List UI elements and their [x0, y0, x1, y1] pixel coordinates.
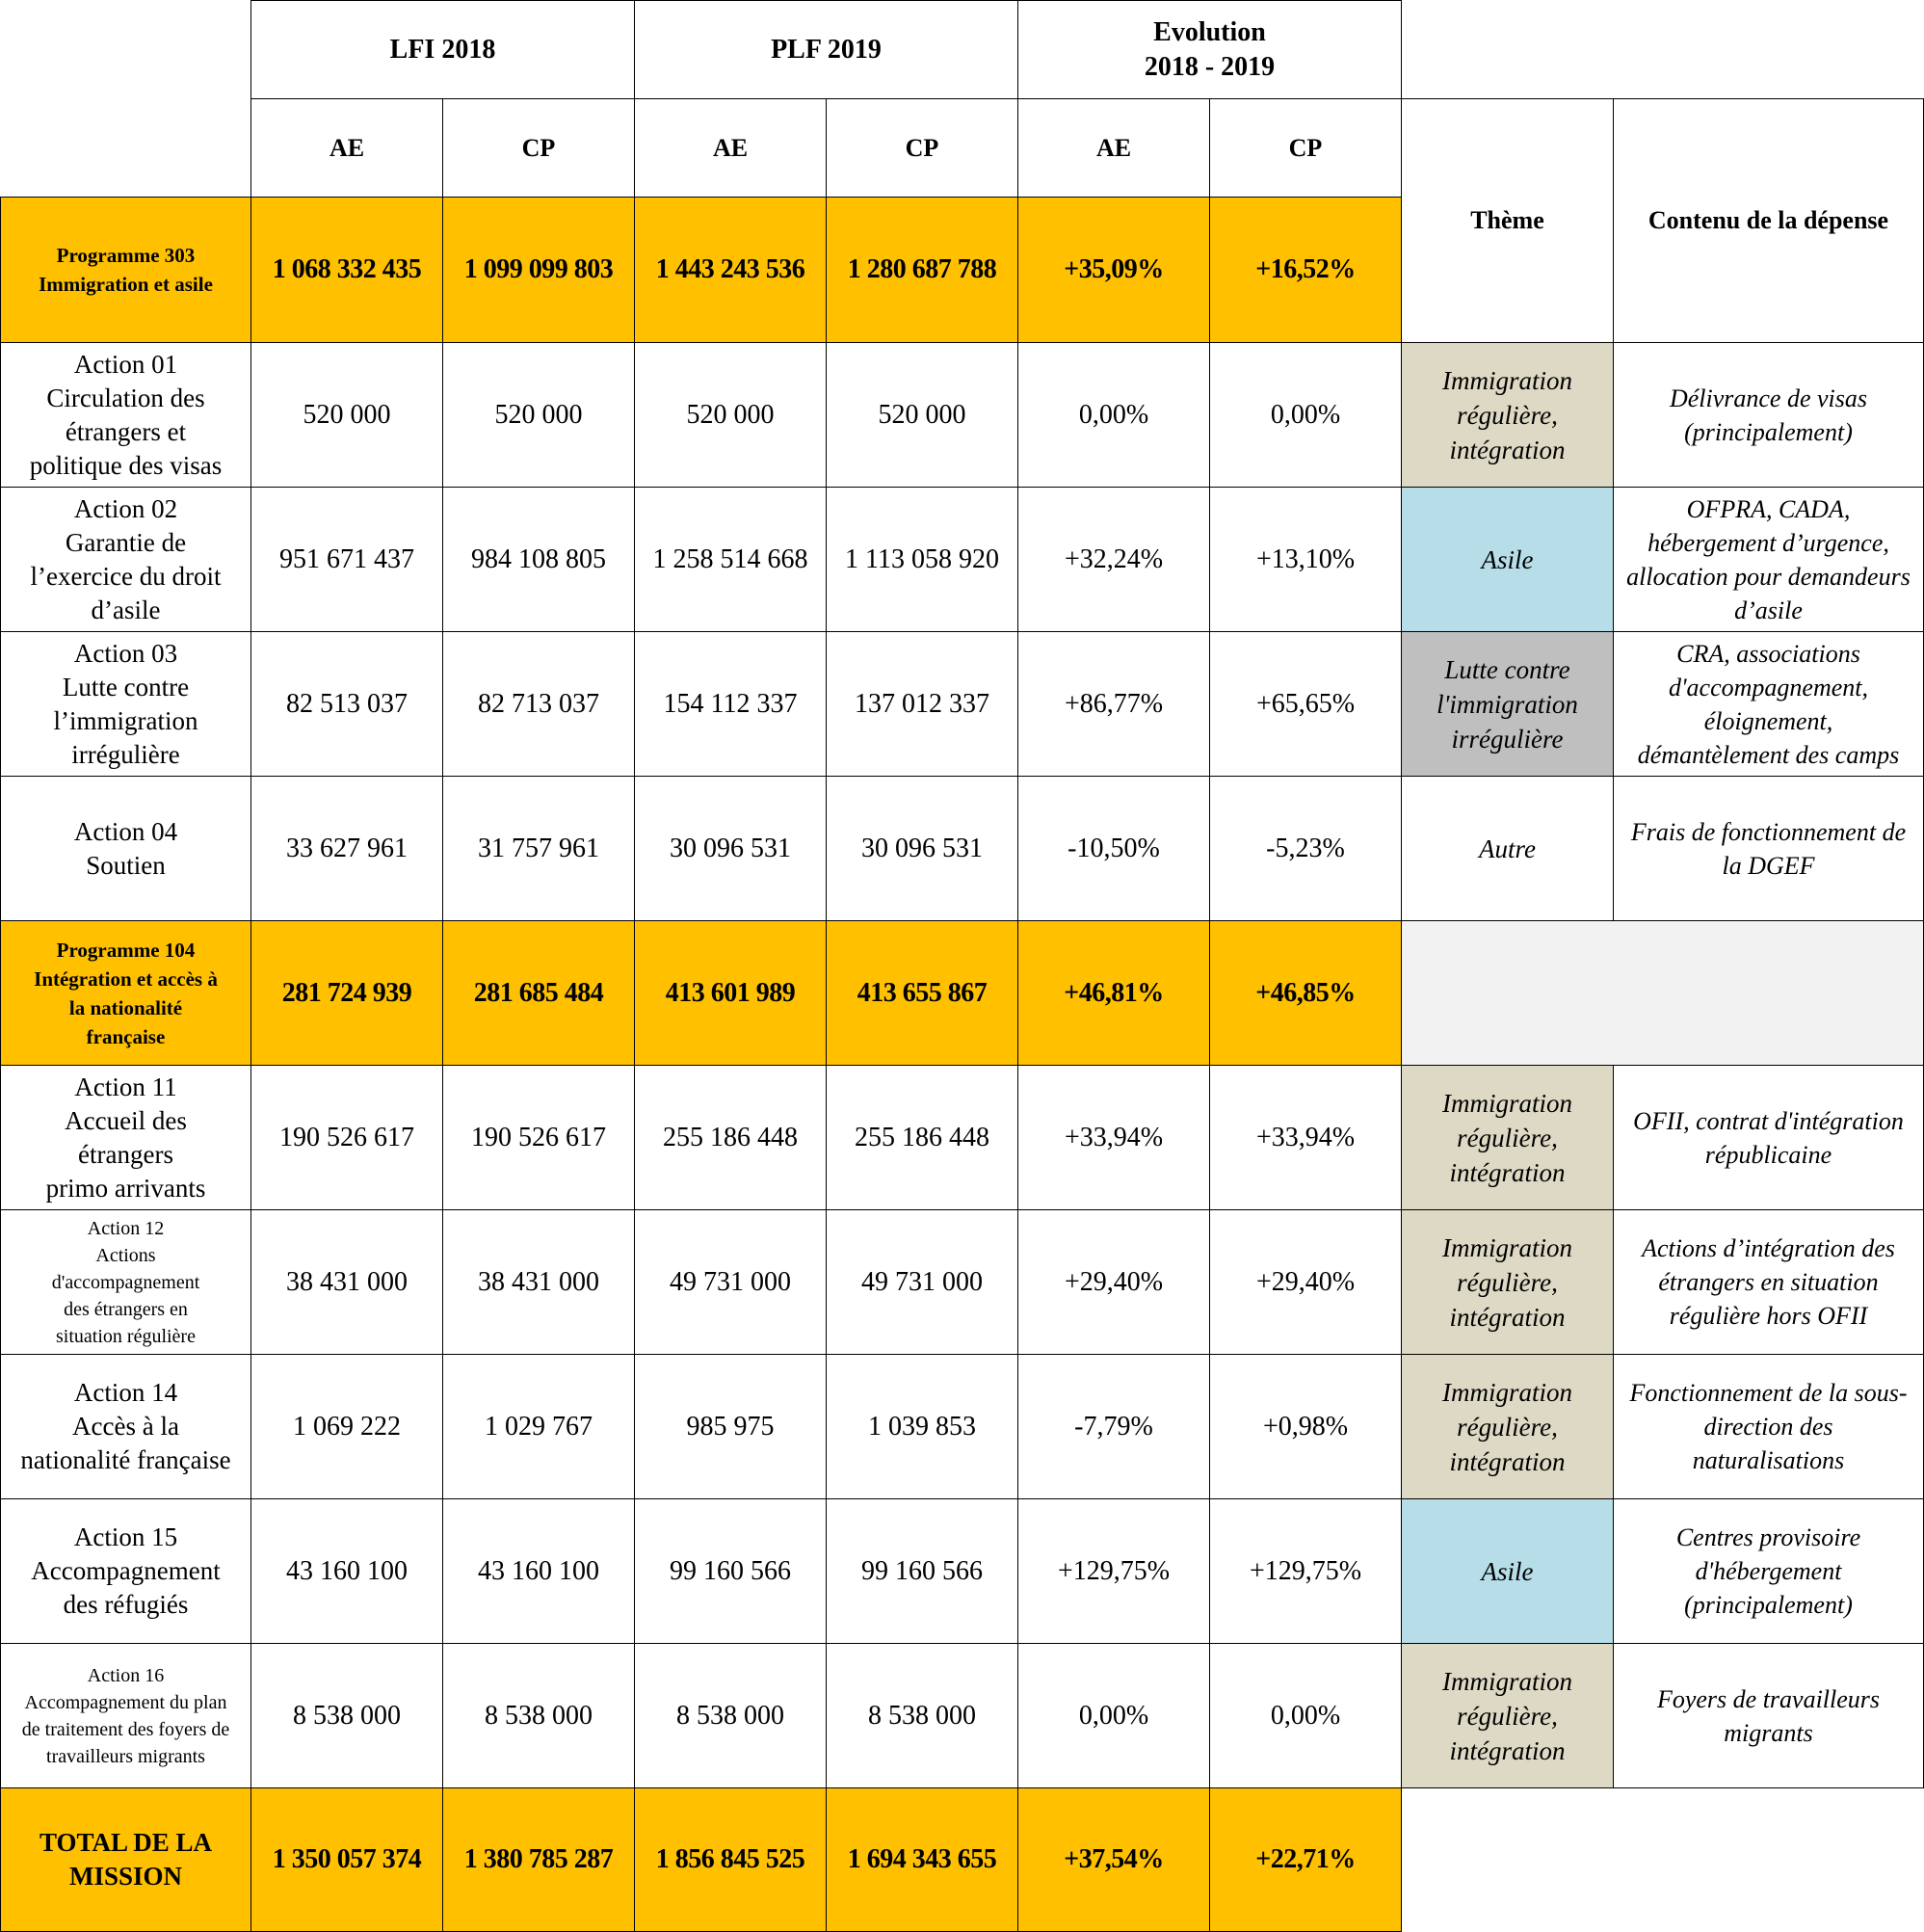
row-evo-ae: +35,09% — [1017, 197, 1210, 343]
header-evolution: Evolution 2018 - 2019 — [1017, 0, 1402, 99]
row-evo-cp: +16,52% — [1209, 197, 1402, 343]
row-theme: Immigration régulière, intégration — [1401, 1643, 1614, 1788]
row-evo-ae: +33,94% — [1017, 1065, 1210, 1210]
row-lfi-cp: 190 526 617 — [442, 1065, 635, 1210]
empty-shaded-cell — [1401, 920, 1924, 1066]
row-lfi-ae: 190 526 617 — [250, 1065, 443, 1210]
row-plf-cp: 30 096 531 — [826, 776, 1018, 921]
row-contenu: OFPRA, CADA, hébergement d’urgence, allocation pour demandeurs d’asile — [1613, 487, 1924, 632]
row-evo-cp: +46,85% — [1209, 920, 1402, 1066]
row-lfi-cp: 31 757 961 — [442, 776, 635, 921]
row-plf-cp: 255 186 448 — [826, 1065, 1018, 1210]
row-plf-ae: 1 443 243 536 — [634, 197, 827, 343]
row-label: Programme 303 Immigration et asile — [0, 197, 251, 343]
total-lfi-ae: 1 350 057 374 — [250, 1787, 443, 1932]
row-label: Action 11 Accueil des étrangers primo arrivants — [0, 1065, 251, 1210]
row-contenu: CRA, associations d'accompagnement, éloignement, démantèlement des camps — [1613, 631, 1924, 777]
row-lfi-ae: 520 000 — [250, 342, 443, 488]
row-label: Action 04 Soutien — [0, 776, 251, 921]
row-evo-cp: +29,40% — [1209, 1209, 1402, 1355]
row-label: Action 03 Lutte contre l’immigration irrégulière — [0, 631, 251, 777]
row-lfi-cp: 1 099 099 803 — [442, 197, 635, 343]
row-theme: Immigration régulière, intégration — [1401, 1354, 1614, 1499]
row-plf-ae: 8 538 000 — [634, 1643, 827, 1788]
header-lfi-2018: LFI 2018 — [250, 0, 635, 99]
row-theme: Lutte contre l'immigration irrégulière — [1401, 631, 1614, 777]
row-lfi-cp: 43 160 100 — [442, 1498, 635, 1644]
header-plf-2019: PLF 2019 — [634, 0, 1018, 99]
row-plf-ae: 985 975 — [634, 1354, 827, 1499]
row-theme: Immigration régulière, intégration — [1401, 1209, 1614, 1355]
row-lfi-ae: 281 724 939 — [250, 920, 443, 1066]
row-evo-cp: 0,00% — [1209, 342, 1402, 488]
row-label: Programme 104 Intégration et accès à la nationalité française — [0, 920, 251, 1066]
row-theme: Immigration régulière, intégration — [1401, 1065, 1614, 1210]
row-theme: Asile — [1401, 1498, 1614, 1644]
row-evo-ae: +86,77% — [1017, 631, 1210, 777]
row-evo-cp: +129,75% — [1209, 1498, 1402, 1644]
row-plf-cp: 1 113 058 920 — [826, 487, 1018, 632]
row-label: Action 14 Accès à la nationalité française — [0, 1354, 251, 1499]
row-evo-ae: -7,79% — [1017, 1354, 1210, 1499]
row-evo-cp: +13,10% — [1209, 487, 1402, 632]
header-theme: Thème — [1401, 98, 1614, 343]
row-lfi-ae: 8 538 000 — [250, 1643, 443, 1788]
row-contenu: Actions d’intégration des étrangers en situation régulière hors OFII — [1613, 1209, 1924, 1355]
row-contenu: Frais de fonctionnement de la DGEF — [1613, 776, 1924, 921]
row-evo-ae: -10,50% — [1017, 776, 1210, 921]
row-plf-ae: 255 186 448 — [634, 1065, 827, 1210]
row-plf-cp: 1 039 853 — [826, 1354, 1018, 1499]
row-lfi-cp: 82 713 037 — [442, 631, 635, 777]
total-plf-ae: 1 856 845 525 — [634, 1787, 827, 1932]
row-evo-ae: +29,40% — [1017, 1209, 1210, 1355]
header-plf-cp: CP — [826, 98, 1018, 198]
total-evo-ae: +37,54% — [1017, 1787, 1210, 1932]
row-lfi-cp: 38 431 000 — [442, 1209, 635, 1355]
row-evo-ae: +32,24% — [1017, 487, 1210, 632]
row-lfi-cp: 984 108 805 — [442, 487, 635, 632]
row-lfi-cp: 520 000 — [442, 342, 635, 488]
row-evo-cp: +33,94% — [1209, 1065, 1402, 1210]
header-evo-ae: AE — [1017, 98, 1210, 198]
row-label: Action 16 Accompagnement du plan de traitement des foyers de travailleurs migrants — [0, 1643, 251, 1788]
row-theme: Immigration régulière, intégration — [1401, 342, 1614, 488]
row-evo-cp: -5,23% — [1209, 776, 1402, 921]
header-lfi-cp: CP — [442, 98, 635, 198]
row-lfi-cp: 8 538 000 — [442, 1643, 635, 1788]
row-evo-ae: 0,00% — [1017, 1643, 1210, 1788]
row-lfi-ae: 1 068 332 435 — [250, 197, 443, 343]
row-contenu: Délivrance de visas (principalement) — [1613, 342, 1924, 488]
row-evo-cp: 0,00% — [1209, 1643, 1402, 1788]
header-plf-ae: AE — [634, 98, 827, 198]
row-theme: Autre — [1401, 776, 1614, 921]
row-theme: Asile — [1401, 487, 1614, 632]
row-lfi-ae: 1 069 222 — [250, 1354, 443, 1499]
row-lfi-ae: 951 671 437 — [250, 487, 443, 632]
row-evo-ae: +46,81% — [1017, 920, 1210, 1066]
row-evo-ae: +129,75% — [1017, 1498, 1210, 1644]
row-contenu: OFII, contrat d'intégration républicaine — [1613, 1065, 1924, 1210]
row-lfi-ae: 43 160 100 — [250, 1498, 443, 1644]
row-contenu: Fonctionnement de la sous- direction des naturalisations — [1613, 1354, 1924, 1499]
row-plf-ae: 154 112 337 — [634, 631, 827, 777]
row-plf-ae: 413 601 989 — [634, 920, 827, 1066]
row-label: Action 15 Accompagnement des réfugiés — [0, 1498, 251, 1644]
row-plf-cp: 1 280 687 788 — [826, 197, 1018, 343]
row-plf-ae: 520 000 — [634, 342, 827, 488]
row-label: Action 01 Circulation des étrangers et politique des visas — [0, 342, 251, 488]
row-lfi-ae: 82 513 037 — [250, 631, 443, 777]
total-lfi-cp: 1 380 785 287 — [442, 1787, 635, 1932]
row-lfi-cp: 1 029 767 — [442, 1354, 635, 1499]
row-lfi-cp: 281 685 484 — [442, 920, 635, 1066]
row-plf-ae: 30 096 531 — [634, 776, 827, 921]
row-plf-cp: 520 000 — [826, 342, 1018, 488]
row-label: Action 02 Garantie de l’exercice du droit d’asile — [0, 487, 251, 632]
row-label: Action 12 Actions d'accompagnement des étrangers en situation régulière — [0, 1209, 251, 1355]
row-plf-cp: 99 160 566 — [826, 1498, 1018, 1644]
row-contenu: Foyers de travailleurs migrants — [1613, 1643, 1924, 1788]
row-evo-cp: +0,98% — [1209, 1354, 1402, 1499]
row-plf-ae: 99 160 566 — [634, 1498, 827, 1644]
row-plf-cp: 8 538 000 — [826, 1643, 1018, 1788]
row-plf-cp: 137 012 337 — [826, 631, 1018, 777]
row-plf-ae: 1 258 514 668 — [634, 487, 827, 632]
row-evo-ae: 0,00% — [1017, 342, 1210, 488]
total-evo-cp: +22,71% — [1209, 1787, 1402, 1932]
row-lfi-ae: 33 627 961 — [250, 776, 443, 921]
row-plf-cp: 49 731 000 — [826, 1209, 1018, 1355]
row-lfi-ae: 38 431 000 — [250, 1209, 443, 1355]
row-evo-cp: +65,65% — [1209, 631, 1402, 777]
header-lfi-ae: AE — [250, 98, 443, 198]
header-contenu: Contenu de la dépense — [1613, 98, 1924, 343]
total-label: TOTAL DE LA MISSION — [0, 1787, 251, 1932]
header-evo-cp: CP — [1209, 98, 1402, 198]
row-contenu: Centres provisoire d'hébergement (principalement) — [1613, 1498, 1924, 1644]
total-plf-cp: 1 694 343 655 — [826, 1787, 1018, 1932]
row-plf-cp: 413 655 867 — [826, 920, 1018, 1066]
row-plf-ae: 49 731 000 — [634, 1209, 827, 1355]
